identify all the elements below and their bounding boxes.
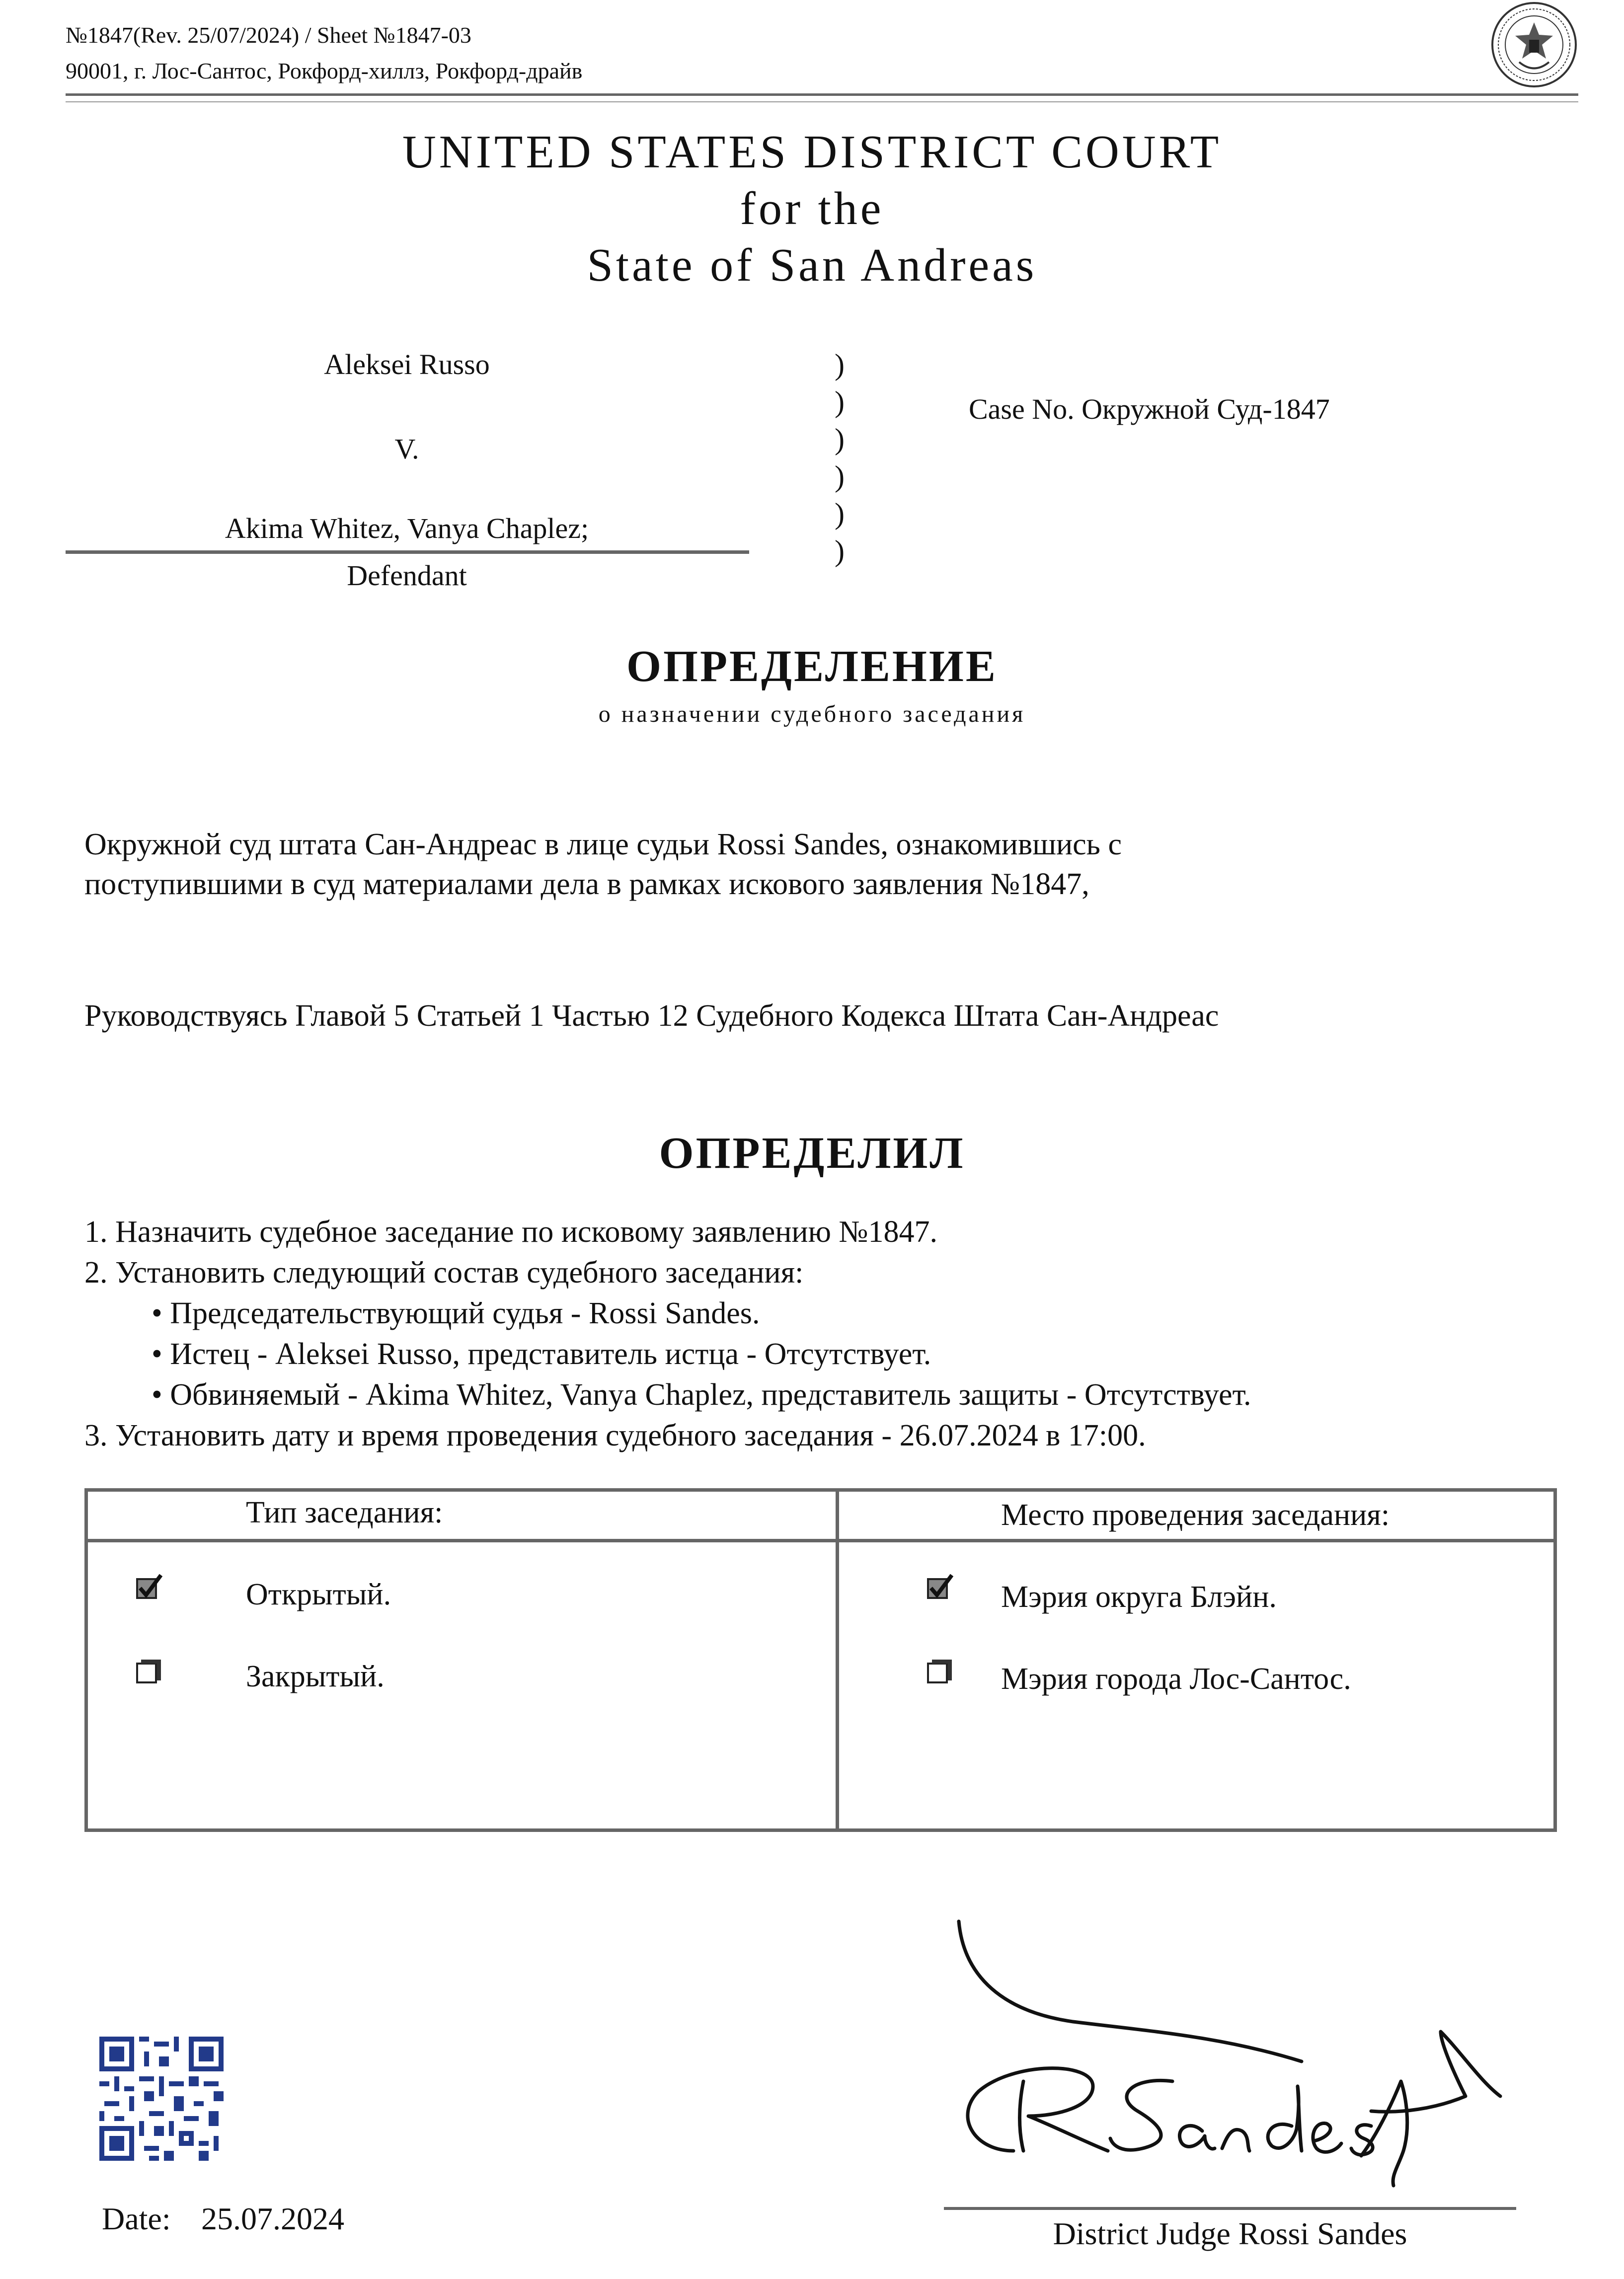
- session-type-header: Тип заседания:: [246, 1496, 443, 1529]
- intro-paragraph-line: Окружной суд штата Сан-Андреас в лице судьи Rossi Sandes, ознакомившись с: [84, 828, 1122, 861]
- decided-title: ОПРЕДЕЛИЛ: [659, 1129, 965, 1178]
- checkbox-unchecked-icon[interactable]: [925, 1657, 955, 1686]
- document-reference: №1847(Rev. 25/07/2024) / Sheet №1847-03: [66, 22, 471, 48]
- decision-item: 3. Установить дату и время проведения судебного заседания - 26.07.2024 в 17:00.: [84, 1419, 1146, 1452]
- decision-subitem: • Председательствующий судья - Rossi Sandes.: [152, 1296, 760, 1330]
- table-header-rule: [84, 1539, 1557, 1542]
- decision-item: 1. Назначить судебное заседание по исковому заявлению №1847.: [84, 1215, 938, 1249]
- court-state: State of San Andreas: [587, 239, 1037, 291]
- defendant-names: Akima Whitez, Vanya Chaplez;: [225, 512, 589, 544]
- header-rule-thin: [66, 101, 1578, 102]
- legal-basis-paragraph: Руководствуясь Главой 5 Статьей 1 Частью 12 Судебного Кодекса Штата Сан-Андреас: [84, 999, 1219, 1033]
- judge-name: District Judge Rossi Sandes: [1053, 2216, 1407, 2251]
- date-value: 25.07.2024: [201, 2201, 344, 2236]
- checkbox-unchecked-icon[interactable]: [134, 1657, 164, 1686]
- versus-label: V.: [394, 433, 419, 465]
- court-for: for the: [740, 183, 884, 234]
- caption-paren: ): [835, 423, 845, 456]
- judge-signature: [944, 1917, 1520, 2196]
- caption-paren: ): [835, 497, 845, 530]
- ruling-subtitle: о назначении судебного заседания: [598, 701, 1026, 727]
- defendant-label: Defendant: [347, 559, 467, 592]
- decision-subitem: • Обвиняемый - Akima Whitez, Vanya Chaplez, представитель защиты - Отсутствует.: [152, 1378, 1251, 1412]
- date-label: Date:: [102, 2201, 171, 2236]
- case-number: Case No. Окружной Суд-1847: [969, 393, 1330, 425]
- decision-subitem: • Истец - Aleksei Russo, представитель истца - Отсутствует.: [152, 1337, 931, 1371]
- plaintiff-name: Aleksei Russo: [324, 348, 490, 380]
- court-address: 90001, г. Лос-Сантос, Рокфорд-хиллз, Рокфорд-драйв: [66, 58, 583, 83]
- session-type-closed: Закрытый.: [246, 1660, 385, 1693]
- session-place-header: Место проведения заседания:: [1001, 1498, 1390, 1532]
- table-column-divider: [836, 1488, 839, 1832]
- caption-rule: [66, 550, 749, 554]
- caption-paren: ): [835, 460, 845, 493]
- court-seal-icon: [1489, 0, 1579, 89]
- caption-paren: ): [835, 534, 845, 567]
- caption-paren: ): [835, 348, 845, 381]
- court-name: UNITED STATES DISTRICT COURT: [402, 126, 1222, 178]
- place-los-santos-city: Мэрия города Лос-Сантос.: [1001, 1662, 1351, 1696]
- checkbox-checked-icon[interactable]: [925, 1572, 955, 1602]
- place-blaine-county: Мэрия округа Блэйн.: [1001, 1580, 1277, 1614]
- checkbox-checked-icon[interactable]: [134, 1572, 164, 1602]
- signature-rule: [944, 2207, 1516, 2210]
- header-rule: [66, 93, 1578, 96]
- intro-paragraph-line: поступившими в суд материалами дела в рамках искового заявления №1847,: [84, 867, 1089, 901]
- decision-item: 2. Установить следующий состав судебного заседания:: [84, 1256, 804, 1290]
- qr-code-icon: [99, 2037, 224, 2161]
- session-type-open: Открытый.: [246, 1578, 391, 1611]
- ruling-title: ОПРЕДЕЛЕНИЕ: [626, 642, 998, 691]
- caption-paren: ): [835, 385, 845, 418]
